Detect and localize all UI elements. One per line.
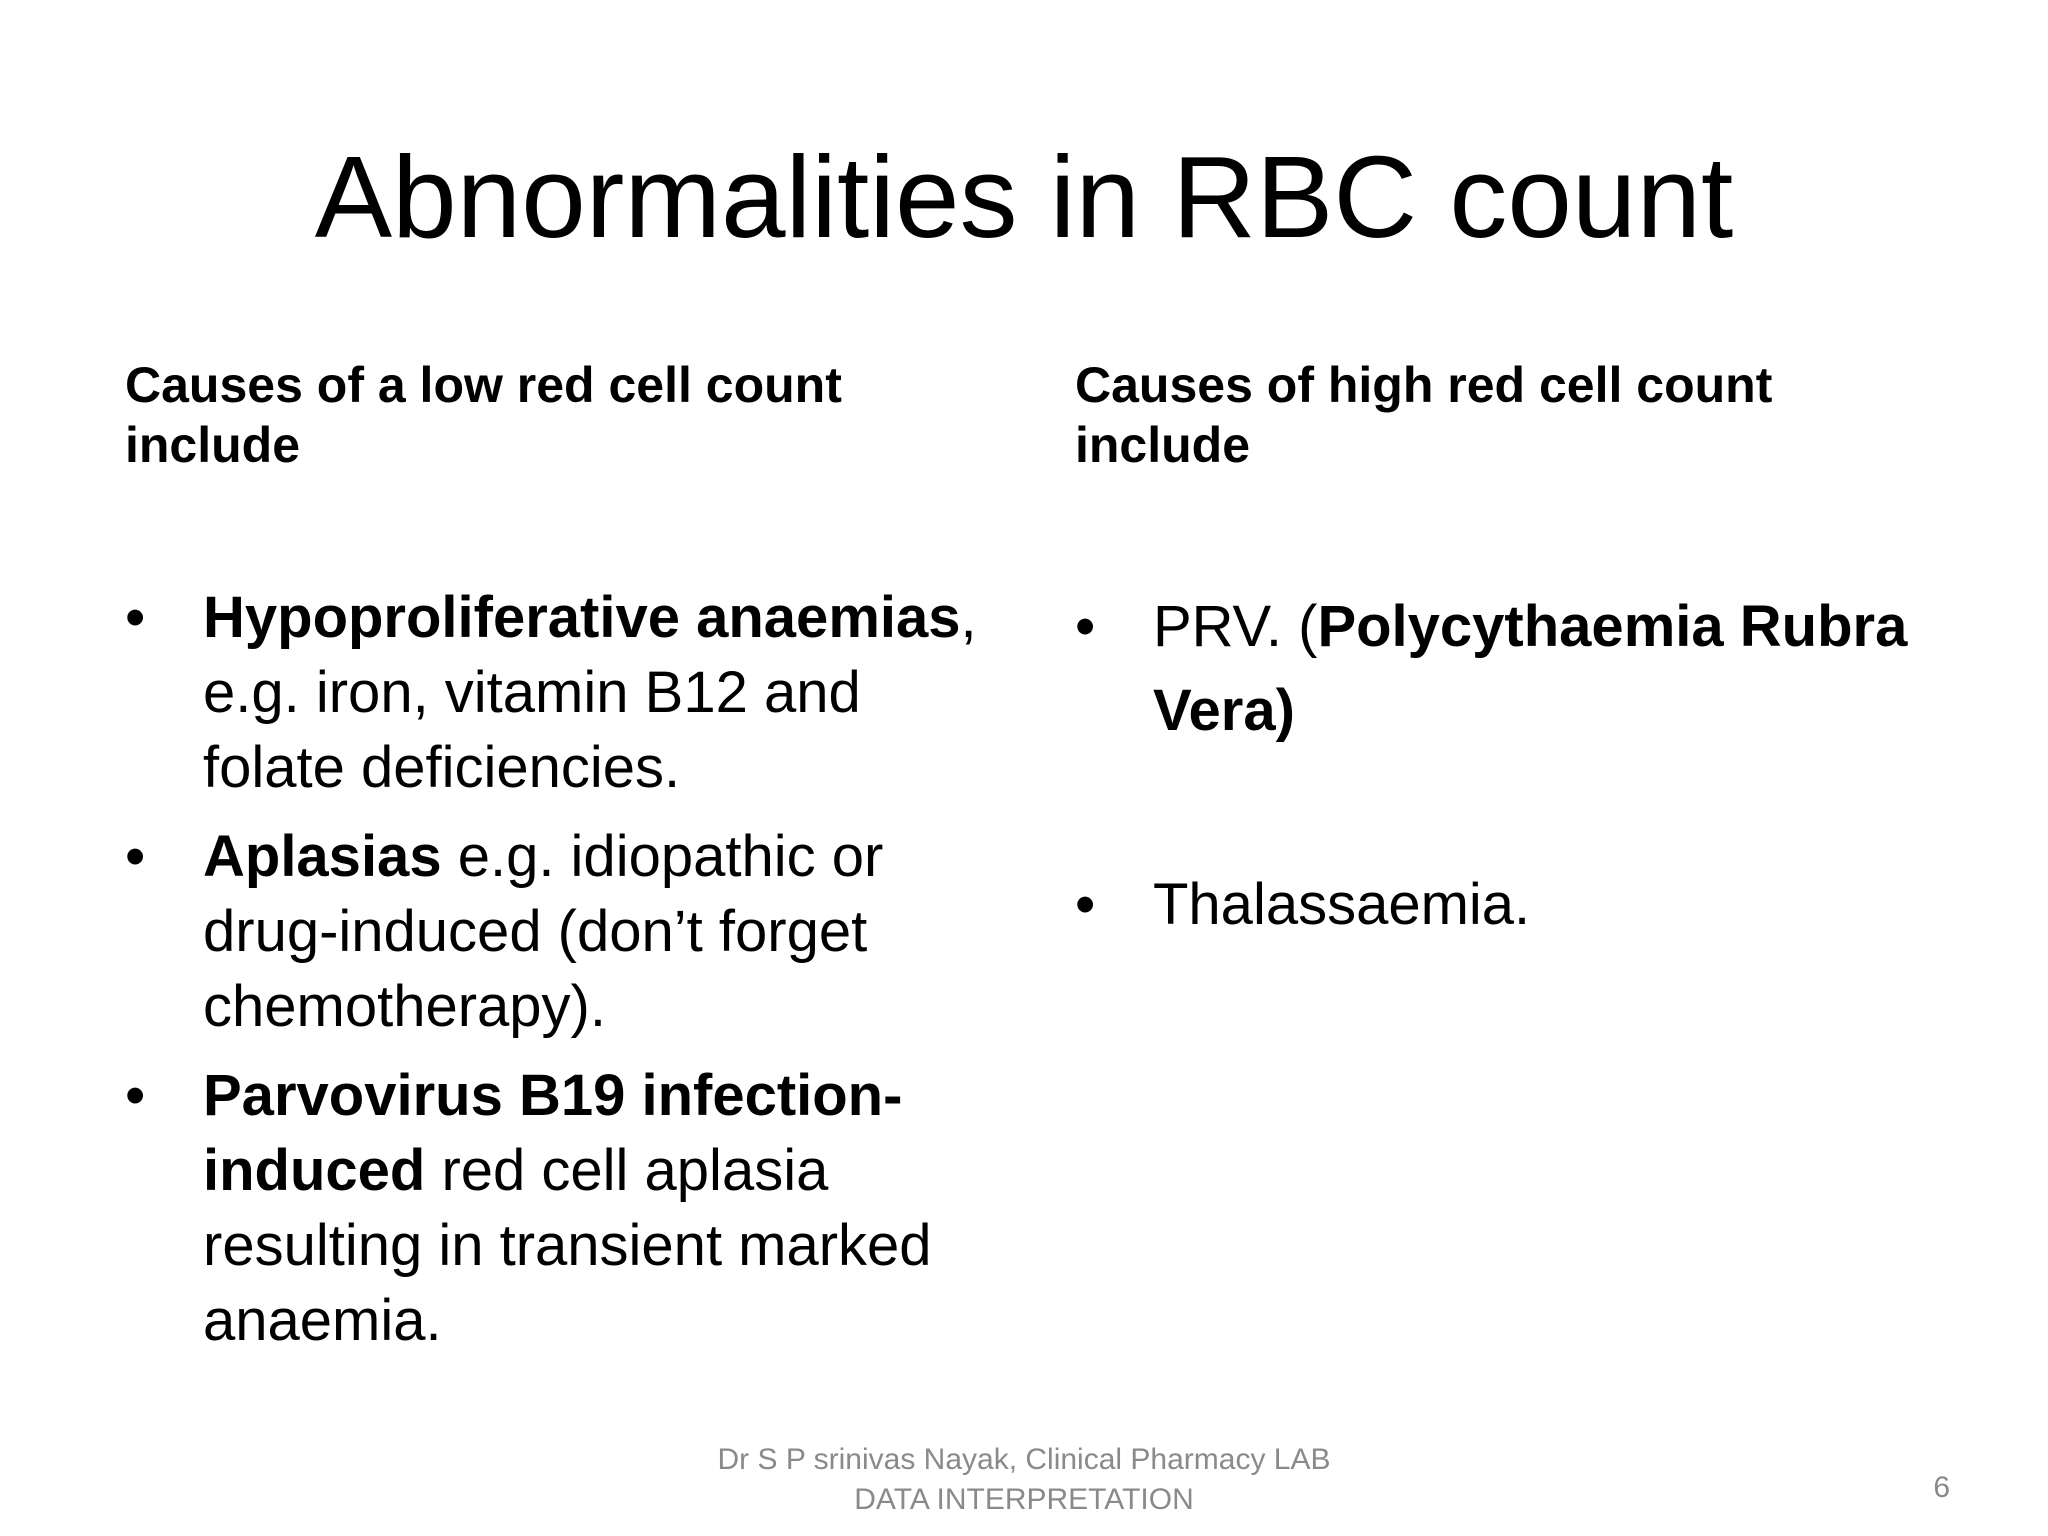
- list-item: [1075, 585, 1975, 753]
- page-number: 6: [1933, 1471, 1950, 1504]
- bullet-icon: •: [125, 585, 146, 650]
- list-item: [125, 580, 1005, 805]
- high-count-causes-list: [1075, 585, 1975, 947]
- list-item: [1075, 863, 1975, 947]
- bullet-icon: •: [125, 824, 146, 889]
- bullet-icon: •: [1075, 594, 1096, 659]
- slide-footer: [624, 1440, 1424, 1520]
- cause-detail: red cell aplasia resulting in transient marked anaemia.: [203, 1138, 932, 1353]
- cause-term: Polycythaemia Rubra Vera): [1153, 594, 1908, 743]
- cause-prefix: PRV. (: [1153, 594, 1318, 659]
- high-count-heading: Causes of high red cell count include: [1075, 357, 1773, 473]
- cause-detail: e.g. idiopathic or drug-induced (don’t forget chemotherapy).: [203, 824, 884, 1039]
- slide-title: Abnormalities in RBC count: [314, 132, 1734, 262]
- cause-term: Aplasias: [203, 824, 442, 889]
- bullet-icon: •: [1075, 872, 1096, 937]
- footer-author: Dr S P srinivas Nayak, Clinical Pharmacy LAB: [717, 1443, 1331, 1476]
- cause-detail: Thalassaemia.: [1153, 872, 1531, 937]
- cause-term: Parvovirus B19 infection-induced: [203, 1063, 903, 1203]
- list-item: [125, 1058, 1005, 1358]
- footer-subject: DATA INTERPRETATION: [854, 1483, 1194, 1516]
- cause-term: Hypoproliferative anaemias: [203, 585, 961, 650]
- bullet-icon: •: [125, 1063, 146, 1128]
- low-count-causes-list: [125, 580, 1005, 1372]
- list-item: [125, 819, 1005, 1044]
- low-count-heading: Causes of a low red cell count include: [125, 357, 842, 473]
- cause-detail: , e.g. iron, vitamin B12 and folate deficiencies.: [203, 585, 977, 800]
